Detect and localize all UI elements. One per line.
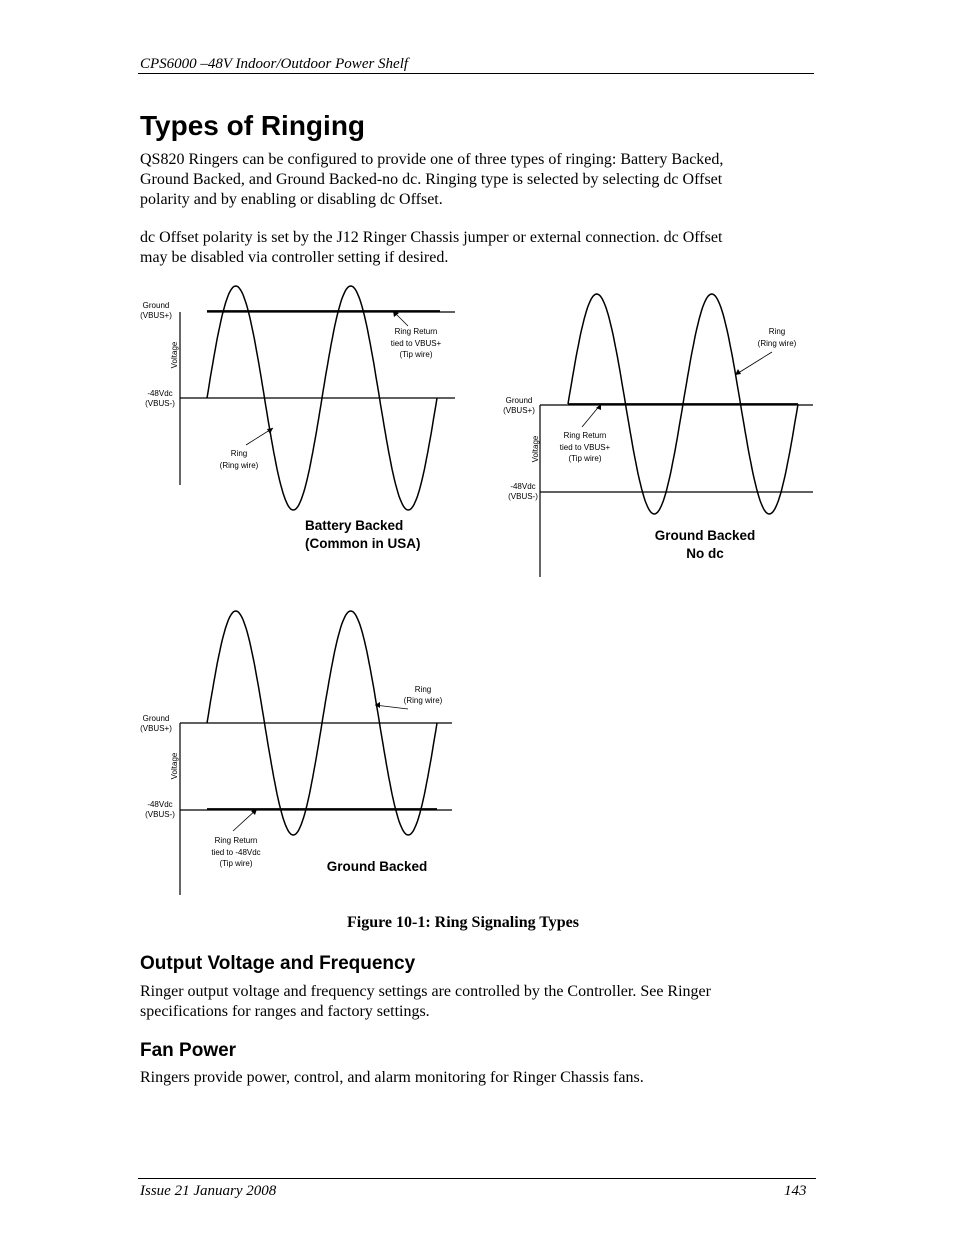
text-line: Ground Backed, and Ground Backed-no dc. Ringing type is selected by selecting dc Offset — [140, 171, 723, 188]
ring-label: (Ring wire) — [757, 339, 797, 348]
ring-return-label: Ring Return — [214, 836, 258, 845]
minus48-label: -48Vdc — [147, 389, 173, 398]
vbus-plus-label: (VBUS+) — [503, 406, 535, 415]
ring-label: (Ring wire) — [403, 696, 443, 705]
text-line: dc Offset polarity is set by the J12 Ringer Chassis jumper or external connection. dc Offset — [140, 229, 723, 246]
voltage-axis-label: Voltage — [170, 341, 179, 369]
minus48-label: -48Vdc — [147, 800, 173, 809]
text-line: Ringer output voltage and frequency settings are controlled by the Controller. See Ringer — [140, 983, 711, 1000]
ring-return-label: tied to VBUS+ — [390, 339, 442, 348]
ring-return-label: Ring Return — [394, 327, 438, 336]
ring-label: Ring — [414, 685, 432, 694]
text-line: specifications for ranges and factory settings. — [140, 1003, 430, 1020]
page-title: Types of Ringing — [140, 110, 366, 141]
page-number: 143 — [784, 1183, 807, 1199]
ground-label: Ground — [142, 301, 170, 310]
running-header: CPS6000 –48V Indoor/Outdoor Power Shelf — [140, 56, 409, 72]
battery-backed-subtitle: (Common in USA) — [305, 536, 421, 551]
fan-section-heading: Fan Power — [140, 1040, 237, 1061]
ring-return-label: (Tip wire) — [399, 350, 433, 359]
vbus-plus-label: (VBUS+) — [140, 311, 172, 320]
text-line: QS820 Ringers can be configured to provide one of three types of ringing: Battery Backed, — [140, 151, 724, 168]
ring-return-label: tied to -48Vdc — [211, 848, 261, 857]
leader-ring-2 — [735, 352, 772, 375]
ground-label: Ground — [505, 396, 533, 405]
vbus-minus-label: (VBUS-) — [145, 810, 175, 819]
text-line: Ringers provide power, control, and alarm monitoring for Ringer Chassis fans. — [140, 1069, 644, 1086]
figure-caption: Figure 10-1: Ring Signaling Types — [346, 914, 580, 931]
vbus-plus-label: (VBUS+) — [140, 724, 172, 733]
ground-label: Ground — [142, 714, 170, 723]
ring-label: (Ring wire) — [219, 461, 259, 470]
no-dc-subtitle: No dc — [686, 546, 724, 561]
no-dc-title: Ground Backed — [654, 528, 756, 543]
text-line: polarity and by enabling or disabling dc Offset. — [140, 191, 443, 208]
voltage-axis-label: Voltage — [170, 752, 179, 780]
ring-label: Ring — [768, 327, 786, 336]
vbus-minus-label: (VBUS-) — [508, 492, 538, 501]
footer-issue: Issue 21 January 2008 — [140, 1183, 277, 1199]
output-paragraph — [140, 982, 780, 1022]
ground-backed-title: Ground Backed — [326, 859, 428, 874]
ring-return-label: Ring Return — [563, 431, 607, 440]
ring-label: Ring — [230, 449, 248, 458]
footer-rule — [138, 1178, 816, 1179]
minus48-label: -48Vdc — [510, 482, 536, 491]
vbus-minus-label: (VBUS-) — [145, 399, 175, 408]
ring-return-label: (Tip wire) — [219, 859, 253, 868]
fan-paragraph — [140, 1068, 780, 1088]
text-line: may be disabled via controller setting if desired. — [140, 249, 449, 266]
ring-return-label: tied to VBUS+ — [559, 443, 611, 452]
battery-backed-title: Battery Backed — [305, 518, 404, 533]
ring-return-label: (Tip wire) — [568, 454, 602, 463]
voltage-axis-label: Voltage — [531, 435, 540, 463]
output-section-heading: Output Voltage and Frequency — [140, 953, 416, 974]
